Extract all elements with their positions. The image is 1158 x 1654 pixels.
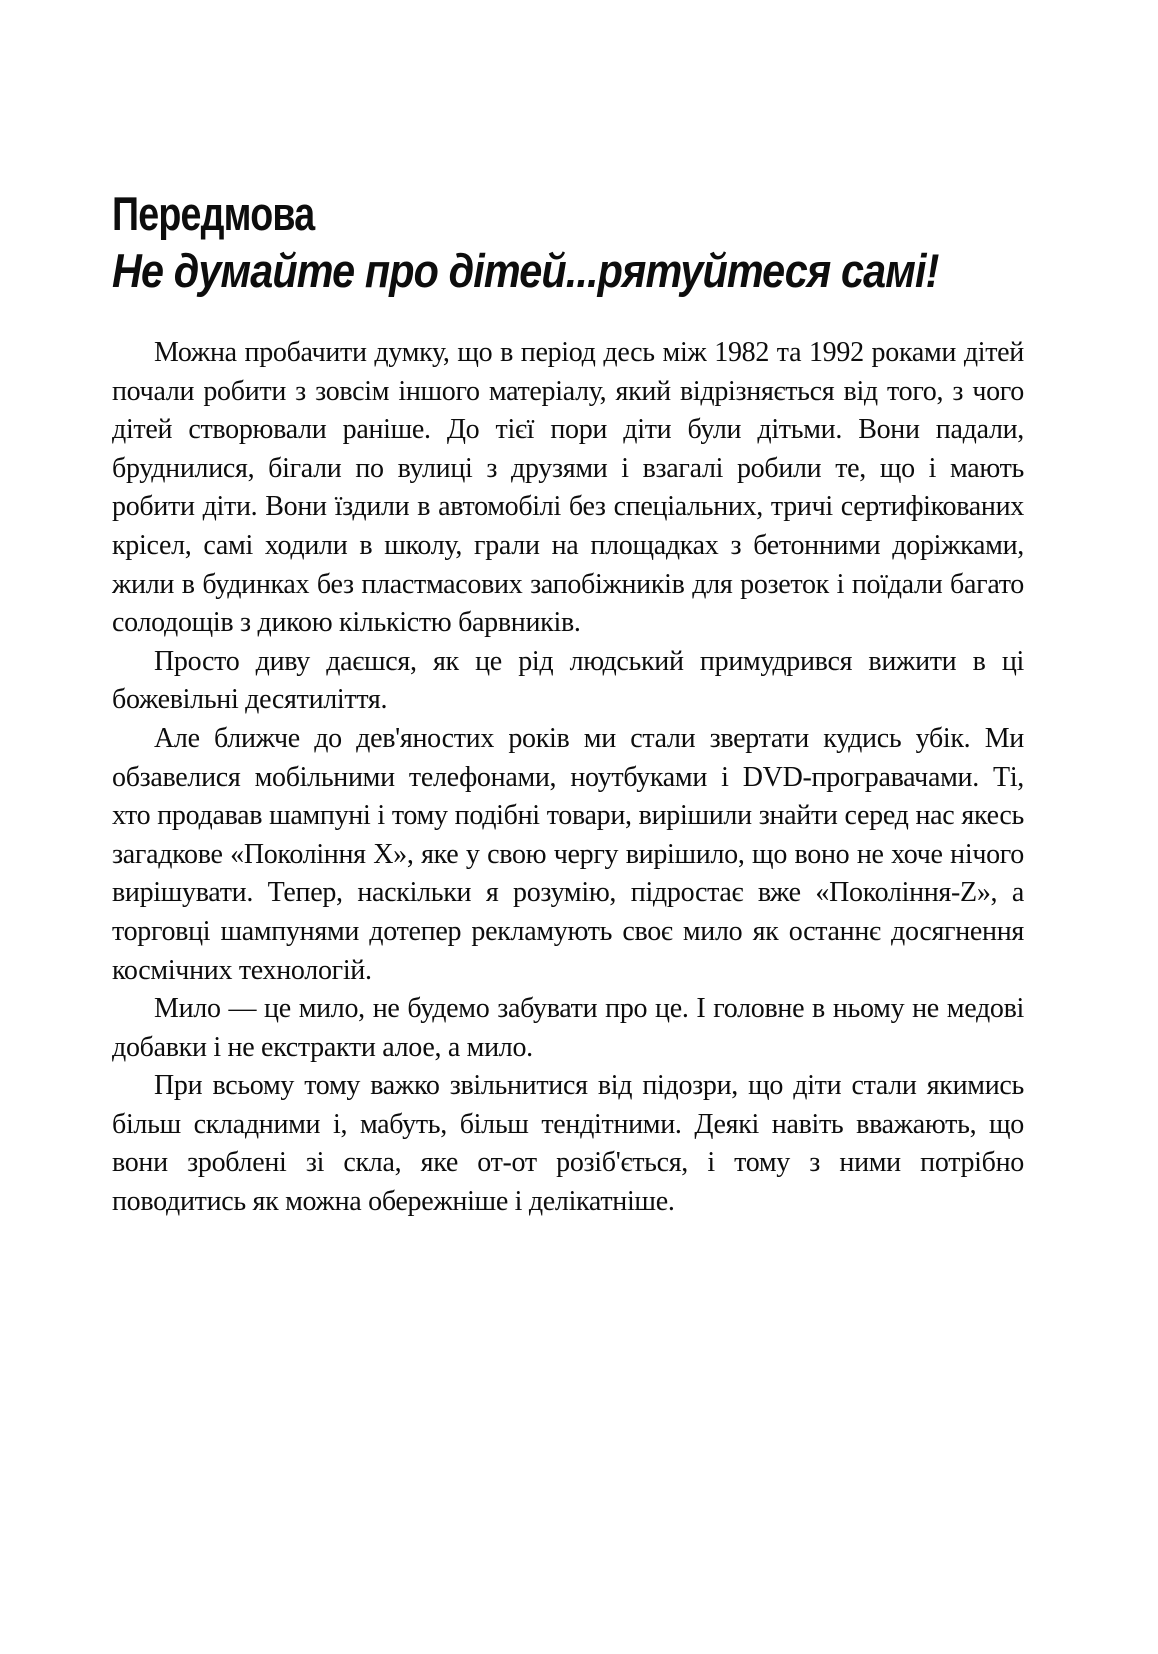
paragraph: Мило — це мило, не будемо забувати про це. І головне в ньому не медові добавки і не екстракти алое, а мило. — [112, 993, 1024, 1063]
paragraph: Але ближче до дев'яностих років ми стали звертати кудись убік. Ми обзавелися мобільними телефонами, ноутбуками і DVD-програвачами. Ті, хто продавав шампуні і тому подібні товари, вирішили знайти серед нас якесь загадкове «Покоління X», яке у свою чергу вирішило, що воно не хоче нічого вирішувати. Тепер, наскільки я розумію, підростає вже «Покоління-Z», а торговці шампунями дотепер рекламують своє мило як останнє досягнення космічних технологій. — [112, 722, 1024, 986]
chapter-heading — [112, 186, 1051, 300]
paragraph: При всьому тому важко звільнитися від підозри, що діти стали якимись більш складними і, мабуть, більш тендітними. Деякі навіть вважають, що вони зроблені зі скла, яке от-от розіб'ється, і тому з ними потрібно поводитись як можна обережніше і делікатніше. — [112, 1070, 1024, 1218]
paragraph: Можна пробачити думку, що в період десь між 1982 та 1992 роками дітей почали робити з зовсім іншого матеріалу, який відрізняється від того, з чого дітей створювали раніше. До тієї пори діти були дітьми. Вони падали, бруднилися, бігали по вулиці з друзями і взагалі робили те, що і мають робити діти. Вони їздили в автомобілі без спеціальних, тричі сертифікованих крісел, самі ходили в школу, грали на площадках з бетонними доріжками, жили в будинках без пластмасових запобіжників для розеток і поїдали багато солодощів з дикою кількістю барвників. — [112, 337, 1024, 639]
page-title: Передмова — [112, 187, 315, 240]
body-text — [112, 334, 1024, 1222]
page-subtitle: Не думайте про дітей...рятуйтеся самі! — [112, 244, 939, 297]
paragraph: Просто диву даєшся, як це рід людський примудрився вижити в ці божевільні десятиліття. — [112, 645, 1024, 716]
